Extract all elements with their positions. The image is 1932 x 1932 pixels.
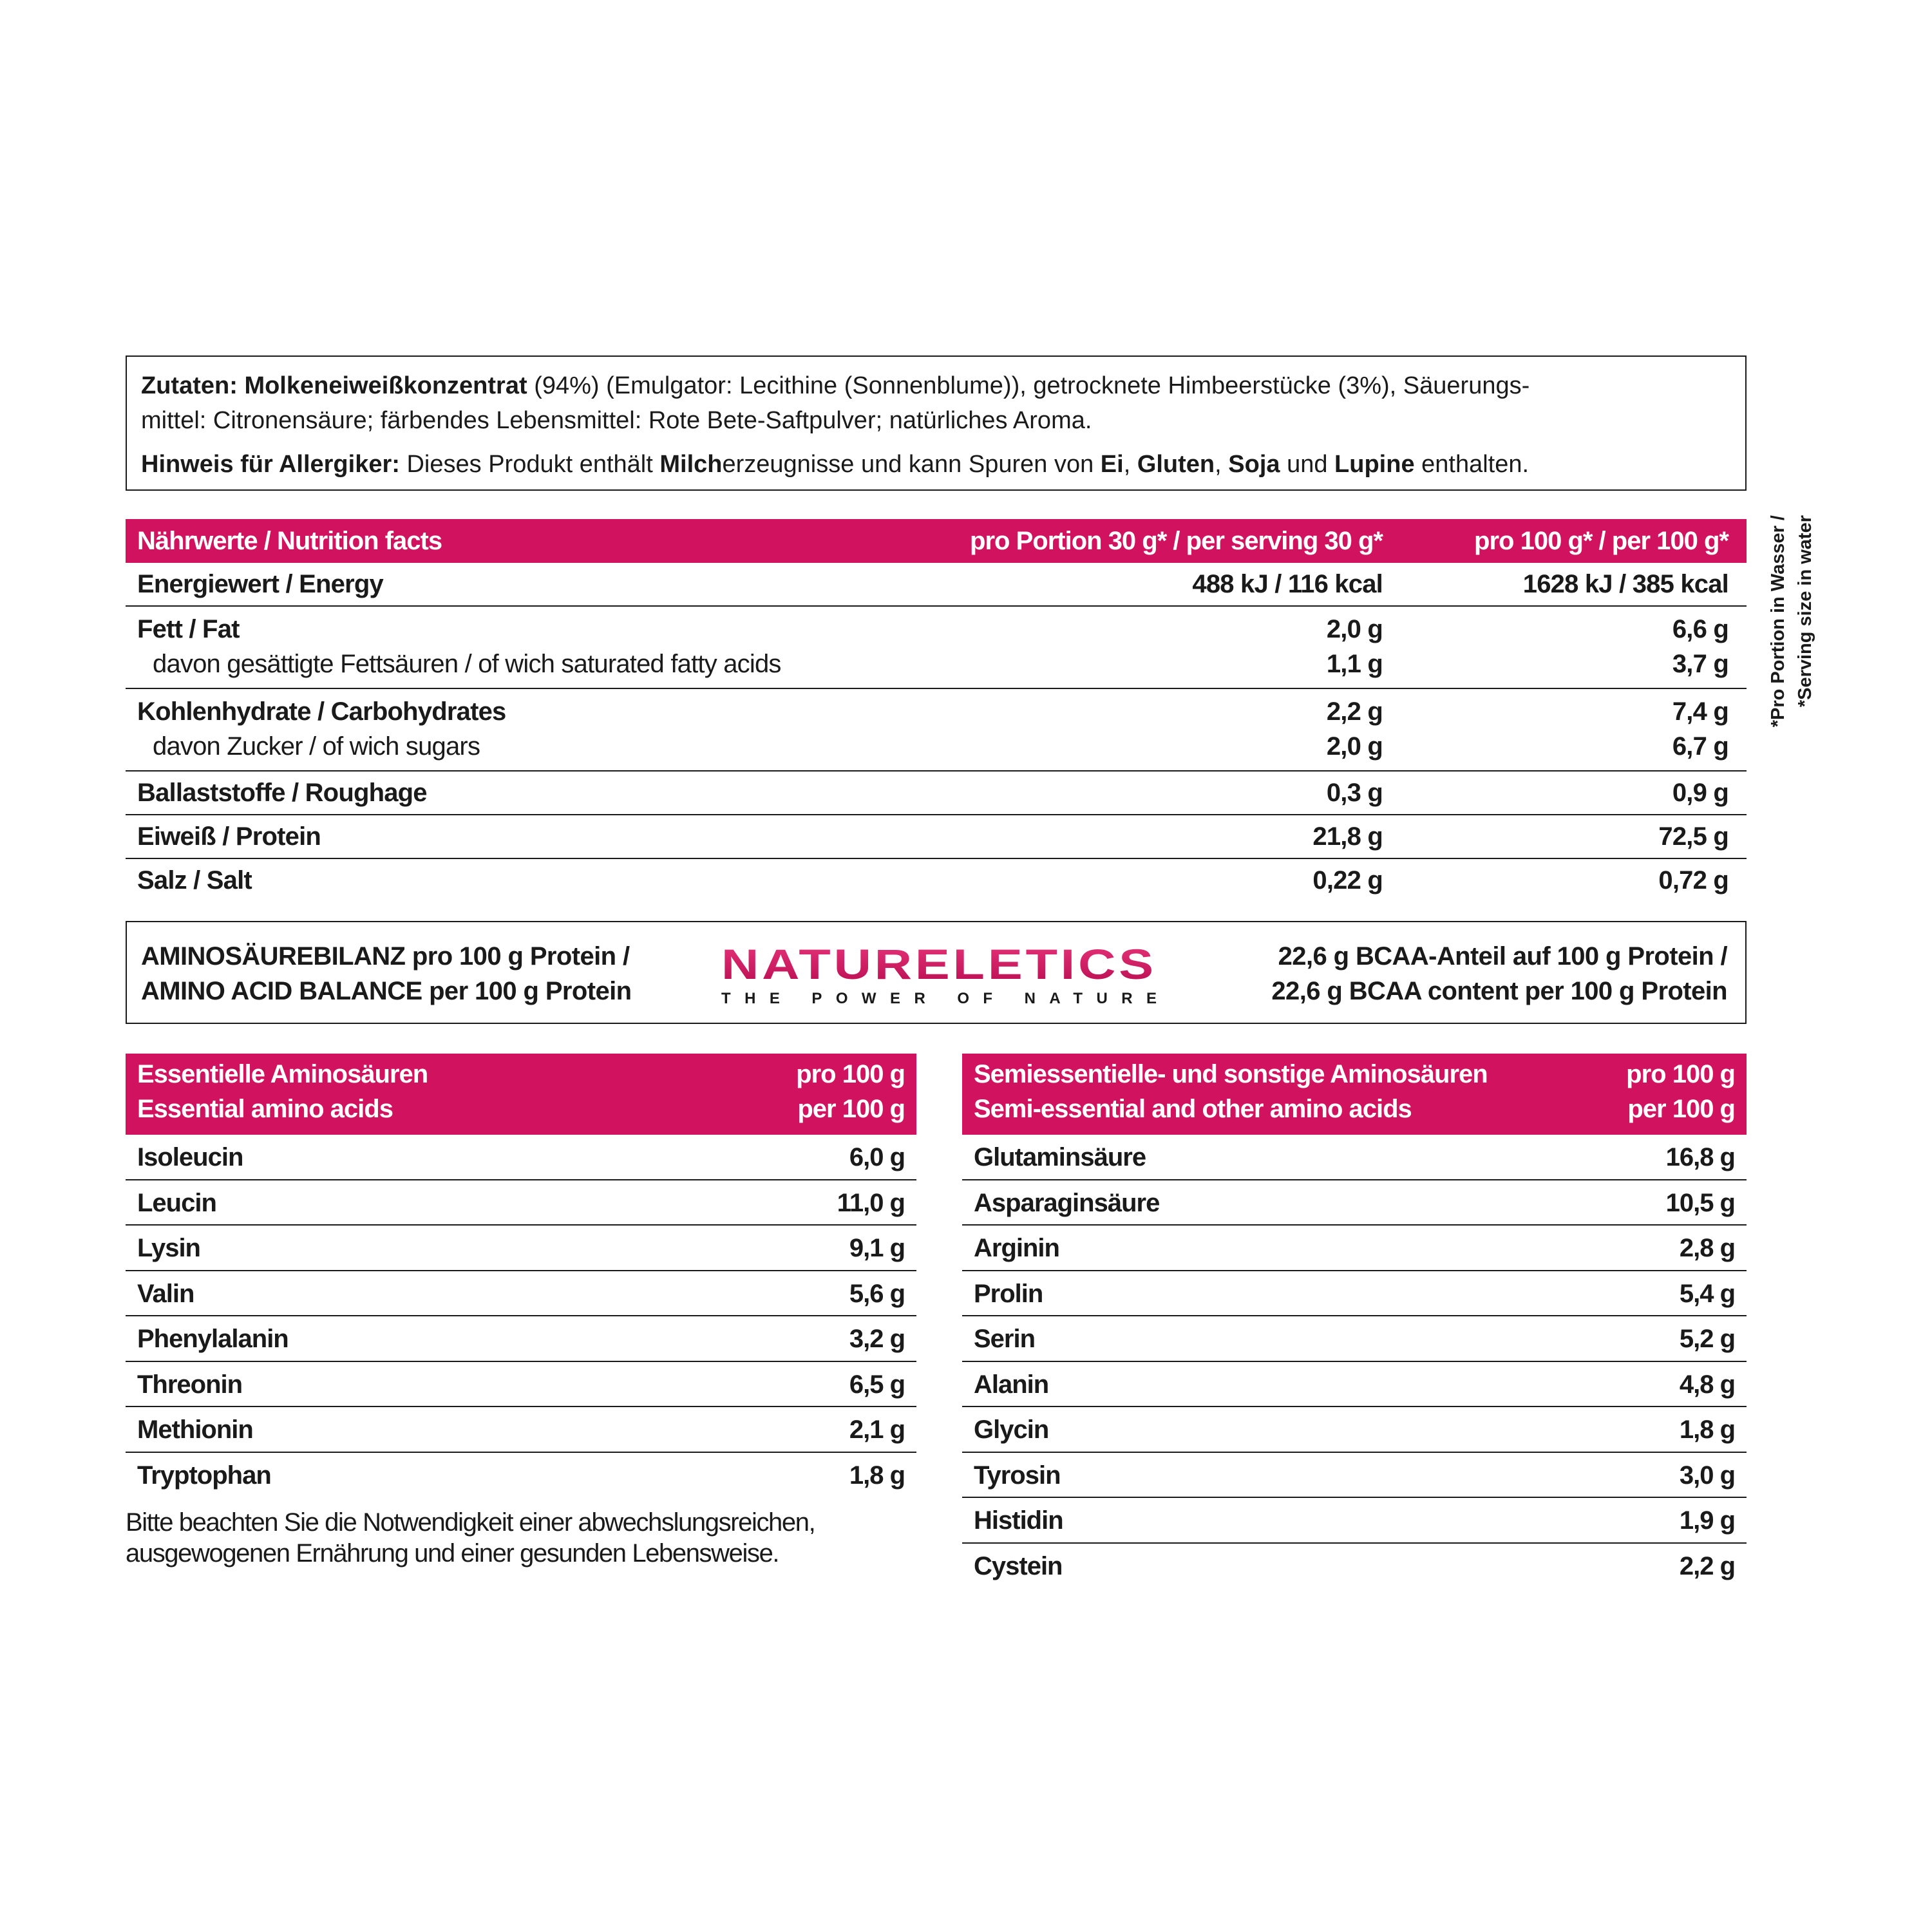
semi-amino-header-unit bbox=[1626, 1057, 1735, 1126]
ingredients-box bbox=[126, 355, 1747, 491]
nutrition-value-100g: 0,72 g bbox=[1658, 866, 1728, 895]
allergen-egg: Ei bbox=[1100, 451, 1124, 478]
amino-balance-left1: AMINOSÄUREBILANZ pro 100 g Protein / bbox=[141, 942, 630, 971]
essential-head-en: Essential amino acids bbox=[137, 1095, 393, 1123]
amino-name: Leucin bbox=[137, 1188, 216, 1217]
nutrition-label: Fett / Fat bbox=[137, 615, 240, 643]
nutrition-value-serving: 2,0 g bbox=[1326, 615, 1383, 643]
nutrition-label: davon gesättigte Fettsäuren / of wich saturated fatty acids bbox=[153, 650, 781, 678]
amino-value: 5,6 g bbox=[849, 1279, 905, 1308]
amino-row bbox=[126, 1180, 916, 1226]
semi-amino-header bbox=[962, 1054, 1747, 1135]
amino-name: Lysin bbox=[137, 1234, 200, 1262]
nutrition-row bbox=[126, 772, 1747, 815]
logo-wordmark: NATURELETICS bbox=[721, 942, 1157, 988]
serving-side-note bbox=[1765, 515, 1829, 786]
amino-row bbox=[126, 1135, 916, 1180]
amino-value: 1,8 g bbox=[1679, 1416, 1735, 1444]
amino-name: Methionin bbox=[137, 1416, 253, 1444]
amino-name: Phenylalanin bbox=[137, 1325, 289, 1353]
amino-row bbox=[962, 1407, 1747, 1453]
amino-balance-left2: AMINO ACID BALANCE per 100 g Protein bbox=[141, 977, 632, 1005]
nutrition-value-100g: 1628 kJ / 385 kcal bbox=[1522, 570, 1728, 598]
nutrition-table bbox=[126, 519, 1747, 902]
nutrition-body bbox=[126, 563, 1747, 902]
nutrition-subline bbox=[126, 729, 1747, 764]
amino-row bbox=[962, 1316, 1747, 1362]
nutrition-header-100g: pro 100 g* / per 100 g* bbox=[1474, 527, 1728, 555]
nutrition-header bbox=[126, 519, 1747, 563]
allergy-sep-2: , bbox=[1215, 451, 1229, 478]
amino-value: 5,4 g bbox=[1679, 1279, 1735, 1308]
amino-value: 2,1 g bbox=[849, 1416, 905, 1444]
amino-name: Tyrosin bbox=[974, 1461, 1061, 1490]
nutrition-line bbox=[126, 612, 1747, 647]
side-note-text bbox=[1765, 515, 1829, 786]
allergen-gluten: Gluten bbox=[1137, 451, 1215, 478]
nutrition-value-100g: 6,7 g bbox=[1672, 732, 1728, 761]
amino-row bbox=[126, 1226, 916, 1271]
essential-head-de: Essentielle Aminosäuren bbox=[137, 1060, 428, 1088]
semi-head-en: Semi-essential and other amino acids bbox=[974, 1095, 1412, 1123]
amino-value: 3,2 g bbox=[849, 1325, 905, 1353]
essential-amino-body bbox=[126, 1135, 916, 1498]
amino-name: Cystein bbox=[974, 1551, 1063, 1580]
nutrition-header-serving: pro Portion 30 g* / per serving 30 g* bbox=[970, 527, 1383, 555]
amino-name: Arginin bbox=[974, 1234, 1059, 1262]
allergy-end: enthalten. bbox=[1414, 451, 1530, 478]
footnote-line2: ausgewogenen Ernährung und einer gesunden Lebensweise. bbox=[126, 1539, 779, 1567]
amino-balance-right1: 22,6 g BCAA-Anteil auf 100 g Protein / bbox=[1278, 942, 1727, 971]
nutrition-value-100g: 7,4 g bbox=[1672, 697, 1728, 726]
amino-value: 2,8 g bbox=[1679, 1234, 1735, 1262]
nutrition-label: Ballaststoffe / Roughage bbox=[137, 779, 427, 807]
amino-row bbox=[962, 1135, 1747, 1180]
amino-name: Isoleucin bbox=[137, 1143, 243, 1171]
essential-amino-header bbox=[126, 1054, 916, 1135]
nutrition-label: Eiweiß / Protein bbox=[137, 822, 321, 851]
amino-balance-right bbox=[1271, 939, 1727, 1009]
amino-row bbox=[962, 1453, 1747, 1499]
amino-row bbox=[126, 1453, 916, 1499]
nutrition-row bbox=[126, 563, 1747, 607]
amino-name: Glutaminsäure bbox=[974, 1143, 1146, 1171]
nutrition-label: Salz / Salt bbox=[137, 866, 252, 895]
amino-value: 10,5 g bbox=[1665, 1188, 1735, 1217]
logo-tagline: THE POWER OF NATURE bbox=[721, 990, 1157, 1006]
amino-value: 6,5 g bbox=[849, 1370, 905, 1399]
allergen-soy: Soja bbox=[1228, 451, 1280, 478]
amino-name: Prolin bbox=[974, 1279, 1043, 1308]
essential-unit-de: pro 100 g bbox=[796, 1060, 905, 1088]
ingredients-text1: (94%) (Emulgator: Lecithine (Sonnenblume)), getrocknete Himbeerstücke (3%), Säuerungs- bbox=[527, 372, 1530, 399]
amino-balance-box bbox=[126, 921, 1747, 1024]
nutrition-value-serving: 2,0 g bbox=[1326, 732, 1383, 761]
allergen-milk: Milch bbox=[659, 451, 723, 478]
amino-row bbox=[962, 1362, 1747, 1408]
amino-row bbox=[126, 1407, 916, 1453]
amino-balance-right2: 22,6 g BCAA content per 100 g Protein bbox=[1271, 977, 1727, 1005]
ingredients-text bbox=[141, 368, 1731, 438]
amino-row bbox=[126, 1316, 916, 1362]
allergen-lupine: Lupine bbox=[1334, 451, 1415, 478]
diet-footnote bbox=[126, 1507, 982, 1569]
amino-value: 11,0 g bbox=[837, 1188, 905, 1217]
amino-value: 4,8 g bbox=[1679, 1370, 1735, 1399]
natureletics-logo bbox=[719, 942, 1159, 1006]
allergy-hint bbox=[141, 447, 1731, 482]
allergy-label: Hinweis für Allergiker: bbox=[141, 451, 400, 478]
nutrition-line bbox=[126, 694, 1747, 729]
ingredients-text2: mittel: Citronensäure; färbendes Lebensmittel: Rote Bete-Saftpulver; natürliches Aroma. bbox=[141, 407, 1092, 434]
amino-balance-left bbox=[141, 939, 631, 1009]
nutrition-label: Kohlenhydrate / Carbohydrates bbox=[137, 697, 506, 726]
nutrition-line bbox=[126, 775, 1747, 810]
nutrition-row bbox=[126, 689, 1747, 772]
nutrition-line bbox=[126, 863, 1747, 898]
semi-amino-header-label bbox=[974, 1057, 1488, 1126]
essential-amino-header-unit bbox=[796, 1057, 905, 1126]
nutrition-row bbox=[126, 859, 1747, 902]
amino-value: 5,2 g bbox=[1679, 1325, 1735, 1353]
nutrition-line bbox=[126, 819, 1747, 854]
nutrition-value-100g: 72,5 g bbox=[1658, 822, 1728, 851]
amino-name: Asparaginsäure bbox=[974, 1188, 1160, 1217]
amino-name: Histidin bbox=[974, 1506, 1063, 1535]
essential-amino-header-label bbox=[137, 1057, 428, 1126]
nutrition-label: davon Zucker / of wich sugars bbox=[153, 732, 480, 761]
nutrition-value-serving: 488 kJ / 116 kcal bbox=[1192, 570, 1383, 598]
nutrition-value-100g: 3,7 g bbox=[1672, 650, 1728, 678]
nutrition-value-100g: 0,9 g bbox=[1672, 779, 1728, 807]
amino-value: 1,9 g bbox=[1679, 1506, 1735, 1535]
nutrition-row bbox=[126, 607, 1747, 689]
nutrition-label: Energiewert / Energy bbox=[137, 570, 383, 598]
amino-value: 2,2 g bbox=[1679, 1551, 1735, 1580]
amino-value: 9,1 g bbox=[849, 1234, 905, 1262]
nutrition-value-100g: 6,6 g bbox=[1672, 615, 1728, 643]
footnote-line1: Bitte beachten Sie die Notwendigkeit einer abwechslungsreichen, bbox=[126, 1508, 815, 1537]
amino-row bbox=[126, 1271, 916, 1317]
nutrition-row bbox=[126, 815, 1747, 859]
nutrition-value-serving: 0,22 g bbox=[1312, 866, 1383, 895]
nutrition-line bbox=[126, 567, 1747, 601]
semi-unit-en: per 100 g bbox=[1627, 1095, 1735, 1123]
allergy-text-a: Dieses Produkt enthält bbox=[399, 451, 660, 478]
amino-row bbox=[962, 1180, 1747, 1226]
semi-head-de: Semiessentielle- und sonstige Aminosäuren bbox=[974, 1060, 1488, 1088]
amino-row bbox=[126, 1362, 916, 1408]
allergy-sep-1: , bbox=[1123, 451, 1137, 478]
amino-value: 6,0 g bbox=[849, 1143, 905, 1171]
nutrition-value-serving: 1,1 g bbox=[1326, 650, 1383, 678]
amino-name: Glycin bbox=[974, 1416, 1049, 1444]
nutrition-value-serving: 21,8 g bbox=[1312, 822, 1383, 851]
semi-unit-de: pro 100 g bbox=[1626, 1060, 1735, 1088]
essential-unit-en: per 100 g bbox=[797, 1095, 905, 1123]
semi-essential-amino-table bbox=[962, 1054, 1747, 1589]
amino-row bbox=[962, 1544, 1747, 1589]
amino-row bbox=[962, 1498, 1747, 1544]
nutrition-subline bbox=[126, 647, 1747, 681]
side-note-line2: *Serving size in water bbox=[1795, 515, 1815, 708]
amino-name: Valin bbox=[137, 1279, 194, 1308]
allergy-and: und bbox=[1280, 451, 1335, 478]
nutrition-header-label: Nährwerte / Nutrition facts bbox=[137, 527, 442, 555]
amino-name: Threonin bbox=[137, 1370, 243, 1399]
amino-name: Alanin bbox=[974, 1370, 1049, 1399]
amino-value: 1,8 g bbox=[849, 1461, 905, 1490]
amino-row bbox=[962, 1226, 1747, 1271]
amino-row bbox=[962, 1271, 1747, 1317]
nutrition-value-serving: 2,2 g bbox=[1326, 697, 1383, 726]
essential-amino-table bbox=[126, 1054, 916, 1498]
allergy-text-b: erzeugnisse und kann Spuren von bbox=[722, 451, 1101, 478]
ingredients-main: Molkeneiweißkonzentrat bbox=[244, 372, 527, 399]
amino-name: Serin bbox=[974, 1325, 1036, 1353]
ingredients-label: Zutaten: bbox=[141, 372, 238, 399]
amino-value: 3,0 g bbox=[1679, 1461, 1735, 1490]
semi-amino-body bbox=[962, 1135, 1747, 1589]
side-note-line1: *Pro Portion in Wasser / bbox=[1768, 515, 1788, 728]
nutrition-value-serving: 0,3 g bbox=[1326, 779, 1383, 807]
amino-value: 16,8 g bbox=[1665, 1143, 1735, 1171]
amino-name: Tryptophan bbox=[137, 1461, 271, 1490]
